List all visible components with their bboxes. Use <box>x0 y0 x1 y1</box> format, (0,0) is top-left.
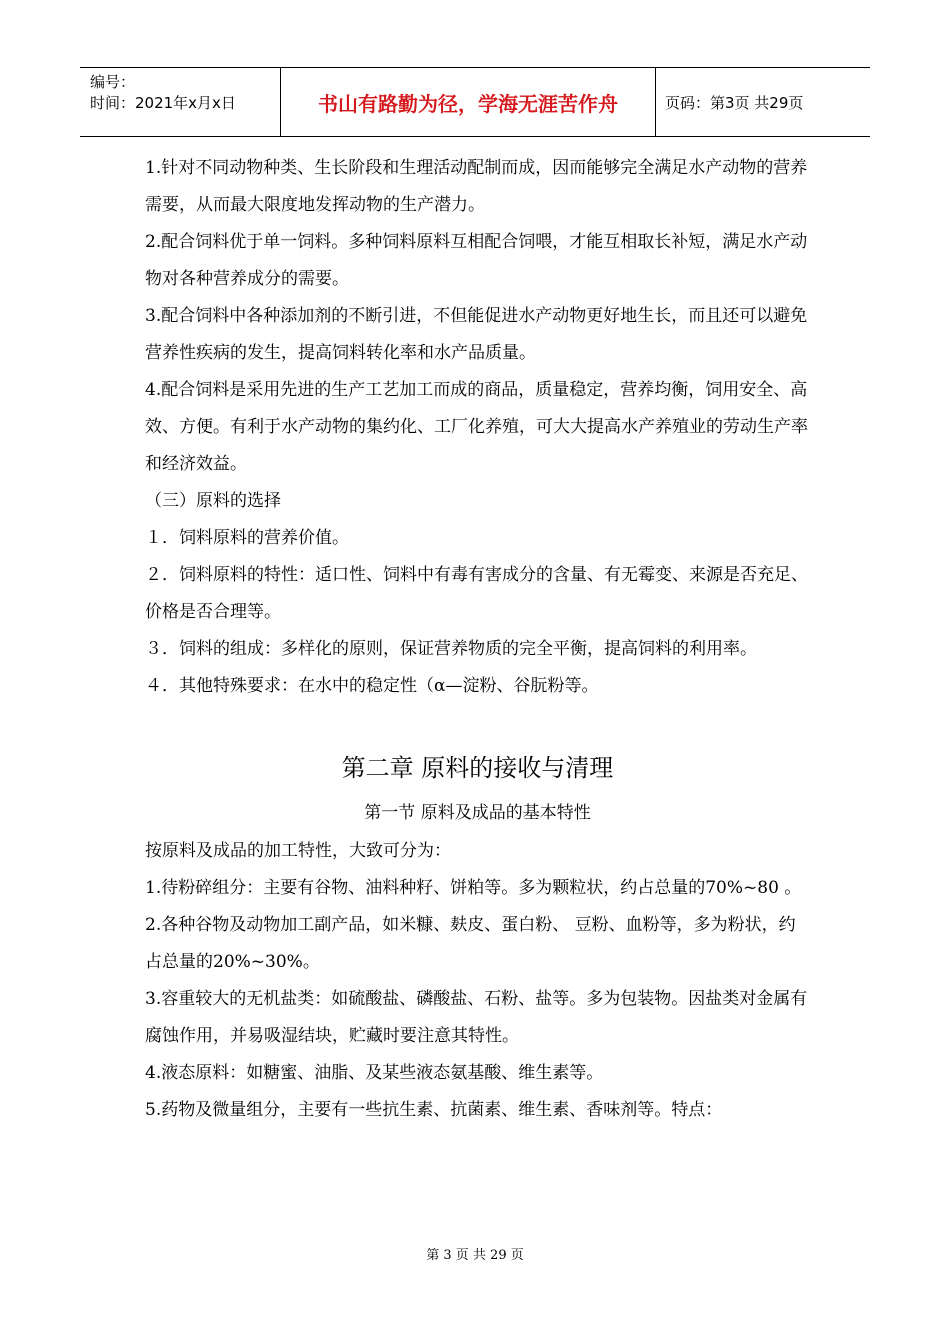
section-title: 第一节 原料及成品的基本特性 <box>364 803 591 823</box>
chapter-title: 第二章 原料的接收与清理 <box>341 754 614 782</box>
header-meta <box>80 68 281 136</box>
paragraph: 1.待粉碎组分：主要有谷物、油料种籽、饼粕等。多为颗粒状，约占总量的70%~80 。 <box>145 878 802 898</box>
paragraph: 5.药物及微量组分，主要有一些抗生素、抗菌素、维生素、香味剂等。特点： <box>145 1100 723 1120</box>
paragraph: 3.配合饲料中各种添加剂的不断引进，不但能促进水产动物更好地生长，而且还可以避免营养性疾病的发生，提高饲料转化率和水产品质量。 <box>145 306 808 363</box>
number-label: 编号： <box>90 73 136 91</box>
paragraph: 2.配合饲料优于单一饲料。多种饲料原料互相配合饲喂，才能互相取长补短，满足水产动物对各种营养成分的需要。 <box>145 232 808 289</box>
list-item: ２．饲料原料的特性：适口性、饲料中有毒有害成分的含量、有无霉变、来源是否充足、价格是否合理等。 <box>145 565 808 622</box>
list-item: ４．其他特殊要求：在水中的稳定性（α—淀粉、谷朊粉等。 <box>145 676 599 696</box>
paragraph: 2.各种谷物及动物加工副产品，如米糠、麸皮、蛋白粉、 豆粉、血粉等，多为粉状，约占总量的20%~30%。 <box>145 915 796 972</box>
header-motto: 书山有路勤为径，学海无涯苦作舟 <box>281 68 656 136</box>
paragraph: 4.配合饲料是采用先进的生产工艺加工而成的商品，质量稳定，营养均衡，饲用安全、高效、方便。有利于水产动物的集约化、工厂化养殖，可大大提高水产养殖业的劳动生产率和经济效益。 <box>145 380 808 474</box>
subheading: （三）原料的选择 <box>145 491 281 511</box>
date-label: 时间：2021年x月x日 <box>90 94 236 112</box>
paragraph: 按原料及成品的加工特性，大致可分为： <box>145 841 451 861</box>
paragraph: 1.针对不同动物种类、生长阶段和生理活动配制而成，因而能够完全满足水产动物的营养需要，从而最大限度地发挥动物的生产潜力。 <box>145 158 808 215</box>
page-header <box>80 67 870 137</box>
document-body <box>145 150 810 1129</box>
paragraph: 3.容重较大的无机盐类：如硫酸盐、磷酸盐、石粉、盐等。多为包装物。因盐类对金属有腐蚀作用，并易吸湿结块，贮藏时要注意其特性。 <box>145 989 808 1046</box>
list-item: １．饲料原料的营养价值。 <box>145 528 349 548</box>
list-item: ３．饲料的组成：多样化的原则，保证营养物质的完全平衡，提高饲料的利用率。 <box>145 639 757 659</box>
paragraph: 4.液态原料：如糖蜜、油脂、及某些液态氨基酸、维生素等。 <box>145 1063 604 1083</box>
page-footer: 第 3 页 共 29 页 <box>426 1248 524 1263</box>
header-page-info: 页码：第3页 共29页 <box>665 93 804 112</box>
